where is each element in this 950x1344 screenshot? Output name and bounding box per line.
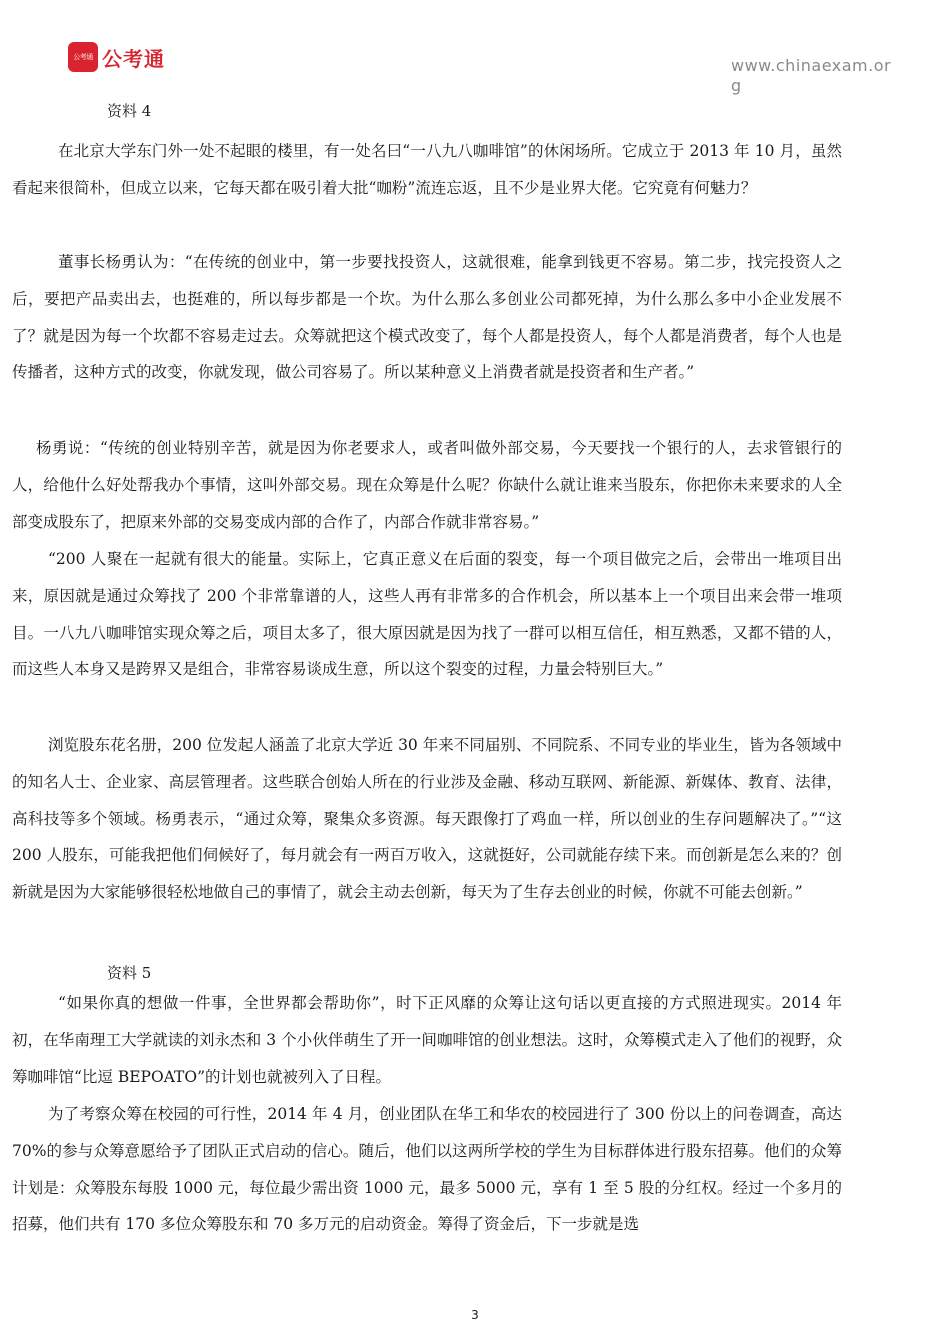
paragraph: 为了考察众筹在校园的可行性，2014 年 4 月，创业团队在华工和华农的校园进行了 300 份以上的问卷调查，高达 70%的参与众筹意愿给予了团队正式启动的信心。随后，他们以这两所学校的学生为目标群体进行股东招募。他们的众筹计划是：众筹股东每股 1000 元，每位最少需出资 1000 元，最多 5000 元，享有 1 至 5 股的分红权。经过一个多月的招募，他们共有 170 多位众筹股东和 70 多万元的启动资金。筹得了资金后，下一步就是选 <box>12 1105 842 1234</box>
logo-text: 公考通 <box>102 46 165 71</box>
section-heading-4: 资料 4 <box>107 102 152 120</box>
logo-icon: 公考通 <box>68 42 98 72</box>
paragraph: 浏览股东花名册，200 位发起人涵盖了北京大学近 30 年来不同届别、不同院系、不同专业的毕业生，皆为各领域中的知名人士、企业家、高层管理者。这些联合创始人所在的行业涉及金融、移动互联网、新能源、新媒体、教育、法律，高科技等多个领域。杨勇表示，“通过众筹，聚集众多资源。每天跟像打了鸡血一样，所以创业的生存问题解决了。”“这 200 人股东，可能我把他们伺候好了，每月就会有一两百万收入，这就挺好，公司就能存续下来。而创新是怎么来的？创新就是因为大家能够很轻松地做自己的事情了，就会主动去创新，每天为了生存去创业的时候，你就不可能去创新。” <box>12 736 842 902</box>
section-heading-5: 资料 5 <box>107 964 152 982</box>
site-url: www.chinaexam.org <box>731 56 892 95</box>
paragraph: 董事长杨勇认为：“在传统的创业中，第一步要找投资人，这就很难，能拿到钱更不容易。第二步，找完投资人之后，要把产品卖出去，也挺难的，所以每步都是一个坎。为什么那么多创业公司都死掉，为什么那么多中小企业发展不了？就是因为每一个坎都不容易走过去。众筹就把这个模式改变了，每个人都是投资人，每个人都是消费者，每个人也是传播者，这种方式的改变，你就发现，做公司容易了。所以某种意义上消费者就是投资者和生产者。” <box>12 253 842 382</box>
paragraph: “如果你真的想做一件事，全世界都会帮助你”，时下正风靡的众筹让这句话以更直接的方式照进现实。2014 年初，在华南理工大学就读的刘永杰和 3 个小伙伴萌生了开一间咖啡馆的创业想法。这时，众筹模式走入了他们的视野，众筹咖啡馆“比逗 BEPOATO”的计划也就被列入了日程。 <box>12 994 842 1086</box>
brand-logo <box>68 42 165 72</box>
paragraph: “200 人聚在一起就有很大的能量。实际上，它真正意义在后面的裂变，每一个项目做完之后，会带出一堆项目出来，原因就是通过众筹找了 200 个非常靠谱的人，这些人再有非常多的合作机会，所以基本上一个项目出来会带一堆项目。一八九八咖啡馆实现众筹之后，项目太多了，很大原因就是因为找了一群可以相互信任，相互熟悉，又都不错的人，而这些人本身又是跨界又是组合，非常容易谈成生意，所以这个裂变的过程，力量会特别巨大。” <box>12 550 842 679</box>
paragraph: 在北京大学东门外一处不起眼的楼里，有一处名曰“一八九八咖啡馆”的休闲场所。它成立于 2013 年 10 月，虽然看起来很简朴，但成立以来，它每天都在吸引着大批“咖粉”流连忘返，且不少是业界大佬。它究竟有何魅力？ <box>12 142 842 197</box>
page-number: 3 <box>471 1308 479 1322</box>
paragraph: 杨勇说：“传统的创业特别辛苦，就是因为你老要求人，或者叫做外部交易，今天要找一个银行的人，去求管银行的人，给他什么好处帮我办个事情，这叫外部交易。现在众筹是什么呢？你缺什么就让谁来当股东，你把你未来要求的人全部变成股东了，把原来外部的交易变成内部的合作了，内部合作就非常容易。” <box>12 439 842 531</box>
